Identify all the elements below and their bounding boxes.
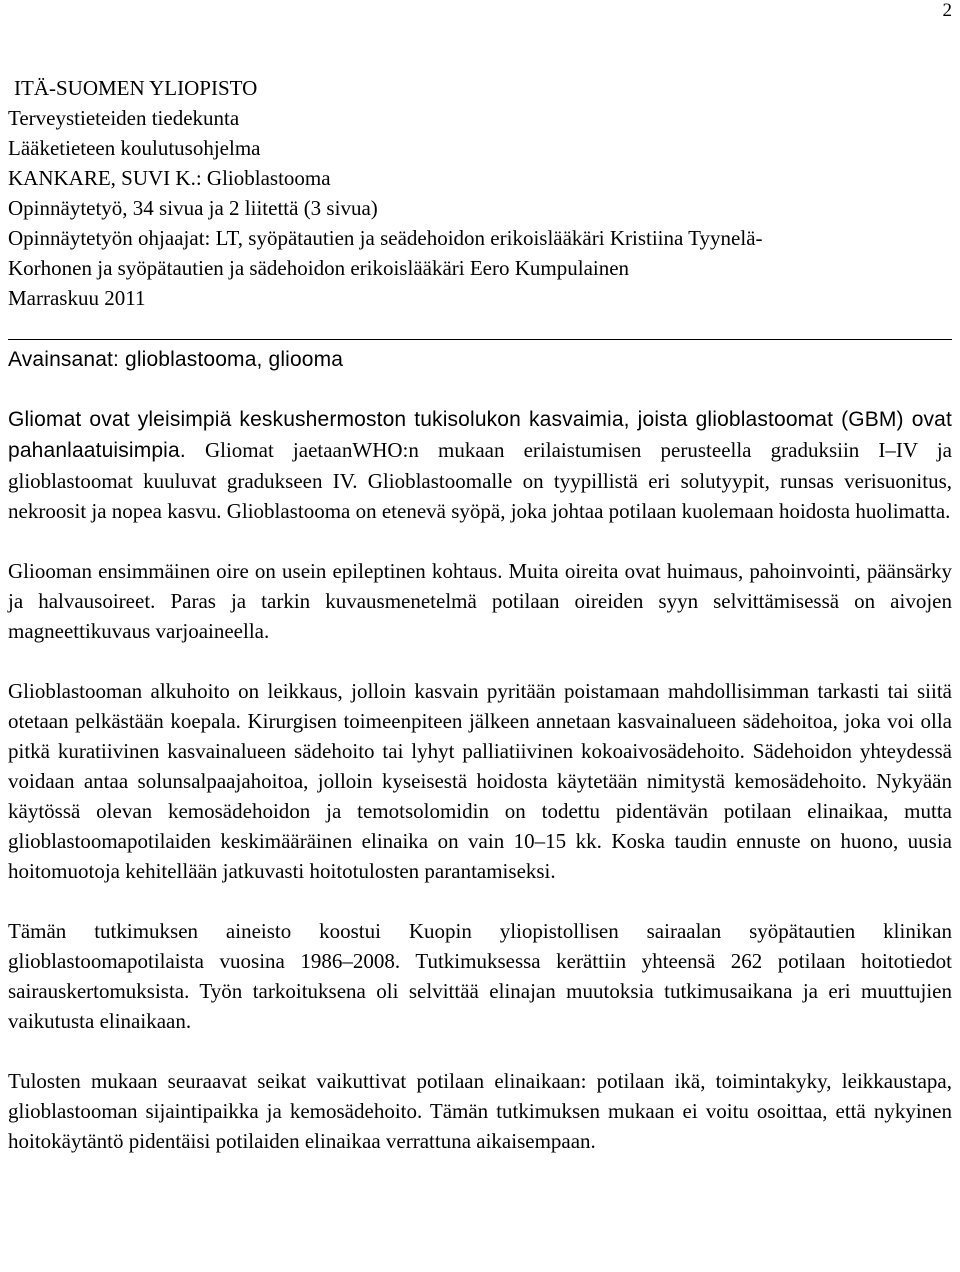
programme-name: Lääketieteen koulutusohjelma bbox=[8, 136, 261, 160]
page-number: 2 bbox=[942, 0, 952, 21]
supervisors-line-2: Korhonen ja syöpätautien ja sädehoidon erikoislääkäri Eero Kumpulainen bbox=[8, 256, 630, 280]
divider-line bbox=[8, 339, 952, 340]
university-name: ITÄ-SUOMEN YLIOPISTO bbox=[14, 76, 258, 100]
abstract-body bbox=[8, 404, 952, 1186]
abstract-paragraph-2: Gliooman ensimmäinen oire on usein epileptinen kohtaus. Muita oireita ovat huimaus, pahoinvointi, päänsärky ja halvausoireet. Paras ja tarkin kuvausmenetelmä potilaan oireiden syyn selvittämisessä on aivojen magneettikuvaus varjoaineella. bbox=[8, 559, 952, 643]
abstract-paragraph-1-rest: Gliomat jaetaanWHO:n mukaan erilaistumisen perusteella graduksiin I–IV ja glioblastoomat kuuluvat gradukseen IV. Glioblastoomalle on tyypillistä eri solutyypit, runsas verisuonitus, nekroosit ja nopea kasvu. Glioblastooma on etenevä syöpä, joka johtaa potilaan kuolemaan hoidosta huolimatta. bbox=[8, 438, 952, 523]
faculty-name: Terveystieteiden tiedekunta bbox=[8, 106, 240, 130]
author-and-title: KANKARE, SUVI K.: Glioblastooma bbox=[8, 166, 331, 190]
abstract-paragraph-5: Tulosten mukaan seuraavat seikat vaikuttivat potilaan elinaikaan: potilaan ikä, toimintakyky, leikkaustapa, glioblastooman sijaintipaikka ja kemosädehoito. Tämän tutkimuksen mukaan ei voitu osoittaa, että nykyinen hoitokäytäntö pidentäisi potilaiden elinaikaa verrattuna aikaisempaan. bbox=[8, 1069, 952, 1153]
thesis-date: Marraskuu 2011 bbox=[8, 286, 146, 310]
abstract-paragraph-1-lead: Gliomat ovat yleisimpiä keskushermoston tukisolukon kasvaimia, joista glioblastoomat (GBM) ovat pahanlaatuisimpia. bbox=[8, 408, 952, 462]
abstract-paragraph-4: Tämän tutkimuksen aineisto koostui Kuopin yliopistollisen sairaalan syöpätautien klinikan glioblastoomapotilaista vuosina 1986–2008. Tutkimuksessa kerättiin yhteensä 262 potilaan hoitotiedot sairauskertomuksista. Työn tarkoituksena oli selvittää elinajan muutoksia tutkimusaikana ja eri muuttujien vaikutusta elinaikaan. bbox=[8, 919, 952, 1033]
keywords: Avainsanat: glioblastooma, gliooma bbox=[8, 348, 344, 371]
abstract-paragraph-3: Glioblastooman alkuhoito on leikkaus, jolloin kasvain pyritään poistamaan mahdollisimman tarkasti tai siitä otetaan pelkästään koepala. Kirurgisen toimeenpiteen jälkeen annetaan kasvainalueen sädehoitoa, joka voi olla pitkä kuratiivinen kasvainalueen sädehoito tai lyhyt palliatiivinen kokoaivosädehoito. Sädehoidon yhteydessä voidaan antaa solunsalpaajahoitoa, jolloin kyseisestä hoidosta käytetään nimitystä kemosädehoito. Nykyään käytössä olevan kemosädehoidon ja temotsolomidin on todettu pidentävän potilaan elinaikaa, mutta glioblastoomapotilaiden keskimääräinen elinaika on vain 10–15 kk. Koska taudin ennuste on huono, uusia hoitomuotoja kehitellään jatkuvasti hoitotulosten parantamiseksi. bbox=[8, 679, 952, 883]
supervisors-line-1: Opinnäytetyön ohjaajat: LT, syöpätautien ja seädehoidon erikoislääkäri Kristiina Tyynelä- bbox=[8, 226, 763, 250]
thesis-info: Opinnäytetyö, 34 sivua ja 2 liitettä (3 sivua) bbox=[8, 196, 378, 220]
document-header bbox=[8, 73, 952, 313]
abstract-paragraph-1 bbox=[8, 404, 952, 526]
